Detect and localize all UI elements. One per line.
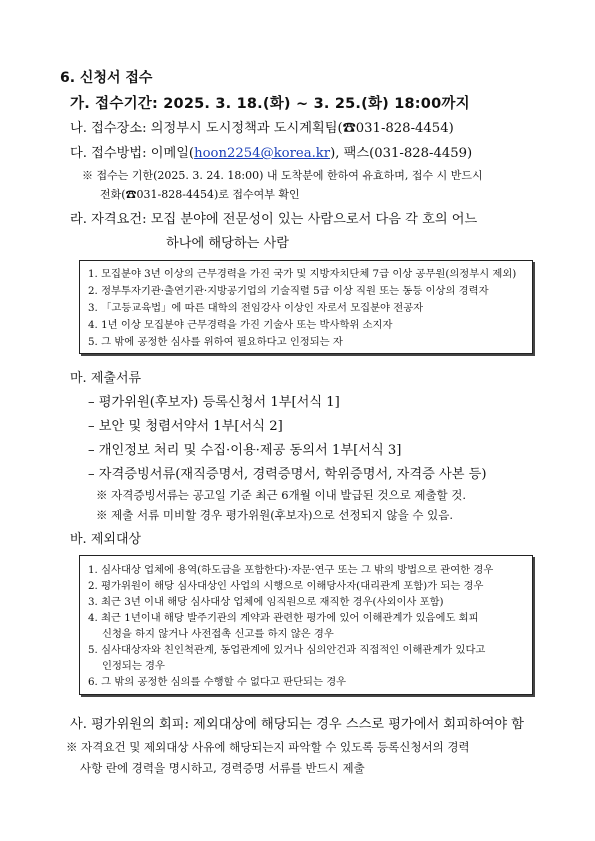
application-method [70, 142, 472, 161]
documents-note: ※ 제출 서류 미비할 경우 평가위원(후보자)으로 선정되지 않을 수 있음. [96, 508, 453, 522]
qualification-item: 5. 그 밖에 공정한 심사를 위하여 필요하다고 인정되는 자 [88, 336, 343, 348]
exclusion-item-cont: 인정되는 경우 [102, 660, 165, 672]
final-note-line1: ※ 자격요건 및 제외대상 사유에 해당되는지 파악할 수 있도록 등록신청서의 경력 [66, 740, 470, 754]
deadline-note-line2: 전화(☎031-828-4454)로 접수여부 확인 [100, 188, 300, 201]
exclusion-item-cont: 신청을 하지 않거나 사전접촉 신고를 하지 않은 경우 [102, 628, 334, 640]
exclusion-box [79, 555, 533, 695]
avoidance-line: 사. 평가위원의 회피: 제외대상에 해당되는 경우 스스로 평가에서 회피하여야 함 [70, 717, 525, 732]
documents-title: 마. 제출서류 [70, 371, 142, 386]
documents-note: ※ 자격증빙서류는 공고일 기준 최근 6개월 이내 발급된 것으로 제출할 것. [96, 488, 467, 502]
final-note-line2: 사항 란에 경력을 명시하고, 경력증명 서류를 반드시 제출 [80, 761, 365, 775]
exclusion-item: 2. 평가위원이 해당 심사대상인 사업의 시행으로 이해당사자(대리관계 포함)가 되는 경우 [88, 580, 484, 592]
exclusion-item: 5. 심사대상자와 친인척관계, 동업관계에 있거나 심의안건과 직접적인 이해관계가 있다고 [88, 644, 486, 656]
deadline-note-line1: ※ 접수는 기한(2025. 3. 24. 18:00) 내 도착분에 한하여 유효하며, 접수 시 반드시 [82, 169, 483, 182]
exclusion-item: 1. 심사대상 업체에 용역(하도급을 포함한다)·자문·연구 또는 그 밖의 방법으로 관여한 경우 [88, 564, 494, 576]
qualification-item: 4. 1년 이상 모집분야 근무경력을 가진 기술사 또는 박사학위 소지자 [88, 319, 393, 331]
email-link[interactable]: hoon2254@korea.kr [194, 146, 331, 161]
qualification-box [79, 260, 533, 354]
qualification-line2: 하나에 해당하는 사람 [166, 236, 290, 251]
application-place: 나. 접수장소: 의정부시 도시정책과 도시계획팀(☎031-828-4454) [70, 121, 454, 136]
qualification-item: 1. 모집분야 3년 이상의 근무경력을 가진 국가 및 지방자치단체 7급 이상 공무원(의정부시 제외) [88, 268, 517, 280]
document-item: – 보안 및 청렴서약서 1부[서식 2] [88, 419, 283, 434]
exclusion-item: 4. 최근 1년이내 해당 발주기관의 계약과 관련한 평가에 있어 이해관계가 있음에도 회피 [88, 612, 479, 624]
application-period: 가. 접수기간: 2025. 3. 18.(화) ~ 3. 25.(화) 18:00까지 [70, 96, 470, 112]
qualification-item: 2. 정부투자기관·출연기관·지방공기업의 기술직렬 5급 이상 직원 또는 동등 이상의 경력자 [88, 285, 489, 297]
document-item: – 개인정보 처리 및 수집·이용·제공 동의서 1부[서식 3] [88, 443, 402, 458]
document-item: – 평가위원(후보자) 등록신청서 1부[서식 1] [88, 395, 340, 410]
exclusion-item: 6. 그 밖의 공정한 심의를 수행할 수 없다고 판단되는 경우 [88, 676, 347, 688]
qualification-item: 3. 「고등교육법」에 따른 대학의 전임강사 이상인 자로서 모집분야 전공자 [88, 302, 424, 314]
qualification-line1: 라. 자격요건: 모집 분야에 전문성이 있는 사람으로서 다음 각 호의 어느 [70, 212, 478, 227]
method-prefix: 다. 접수방법: 이메일( [70, 146, 195, 161]
document-item: – 자격증빙서류(재직증명서, 경력증명서, 학위증명서, 자격증 사본 등) [88, 467, 487, 482]
method-suffix: ), 팩스(031-828-4459) [330, 146, 473, 161]
exclusion-title: 바. 제외대상 [70, 532, 142, 547]
section-title: 6. 신청서 접수 [60, 70, 153, 86]
exclusion-item: 3. 최근 3년 이내 해당 심사대상 업체에 임직원으로 재직한 경우(사외이사 포함) [88, 596, 444, 608]
